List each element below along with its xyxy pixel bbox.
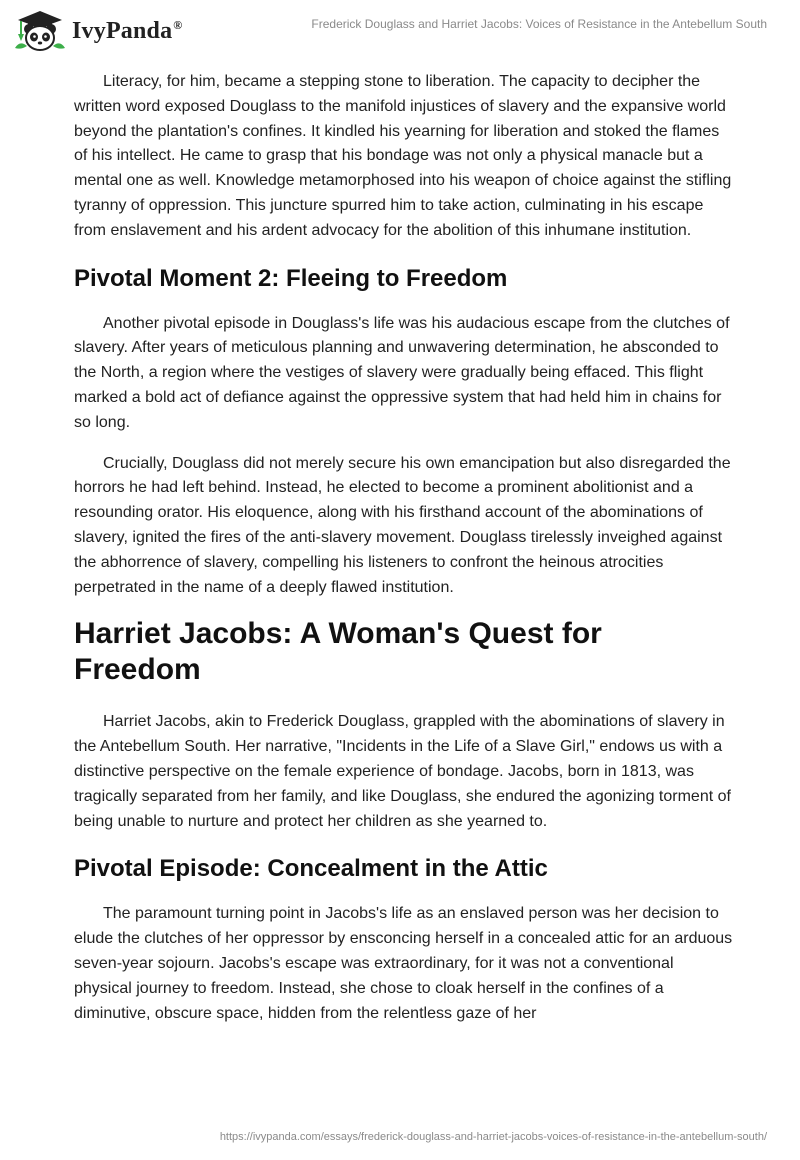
essay-body — [74, 70, 734, 1042]
source-url[interactable]: https://ivypanda.com/essays/frederick-douglass-and-harriet-jacobs-voices-of-resistance-in-the-antebellum-south/ — [219, 1131, 767, 1143]
ivypanda-logo[interactable] — [14, 8, 182, 52]
paragraph: Literacy, for him, became a stepping stone to liberation. The capacity to decipher the written word exposed Douglass to the manifold injustices of slavery and the expansive world beyond the plantation's confines. It kindled his yearning for liberation and stoked the flames of his intellect. He came to grasp that his bondage was not only a physical manacle but a mental one as well. Knowledge metamorphosed into his weapon of choice against the stifling tyranny of oppression. This juncture spurred him to take action, culminating in his escape from enslavement and his ardent advocacy for the abolition of this inhumane institution. — [74, 73, 732, 239]
panda-graduation-cap-icon — [14, 8, 66, 52]
section-heading: Pivotal Moment 2: Fleeing to Freedom — [74, 264, 508, 292]
paragraph: Another pivotal episode in Douglass's life was his audacious escape from the clutches of slavery. After years of meticulous planning and unwavering determination, he absconded to the North, a region where the vestiges of slavery were gradually being effaced. This flight marked a bold act of defiance against the oppressive system that had held him in chains for so long. — [74, 314, 730, 431]
paragraph: Harriet Jacobs, akin to Frederick Douglass, grappled with the abominations of slavery in the Antebellum South. Her narrative, "Incidents in the Life of a Slave Girl," endows us with a distinctive perspective on the female experience of bondage. Jacobs, born in 1813, was tragically separated from her family, and like Douglass, she endured the agonizing torment of being unable to nurture and protect her children as she yearned to. — [74, 713, 731, 830]
paragraph: The paramount turning point in Jacobs's life as an enslaved person was her decision to elude the clutches of her oppressor by ensconcing herself in a concealed attic for an arduous seven-year sojourn. Jacobs's escape was extraordinary, for it was not a conventional physical journey to freedom. Instead, she chose to cloak herself in the confines of a diminutive, obscure space, hidden from the relentless gaze of her — [74, 905, 733, 1022]
paragraph: Crucially, Douglass did not merely secure his own emancipation but also disregarded the horrors he had left behind. Instead, he elected to become a prominent abolitionist and a resounding orator. His eloquence, along with his firsthand account of the abominations of slavery, ignited the fires of the anti-slavery movement. Douglass tirelessly inveighed against the abhorrence of slavery, compelling his listeners to confront the heinous atrocities perpetrated in the name of a deeply flawed institution. — [74, 454, 731, 596]
running-title: Frederick Douglass and Harriet Jacobs: Voices of Resistance in the Antebellum South — [311, 17, 767, 31]
main-section-heading: Harriet Jacobs: A Woman's Quest for Freedom — [74, 617, 602, 687]
section-heading: Pivotal Episode: Concealment in the Attic — [74, 855, 548, 883]
logo-wordmark: IvyPanda® — [72, 17, 183, 44]
page-header — [0, 0, 800, 60]
